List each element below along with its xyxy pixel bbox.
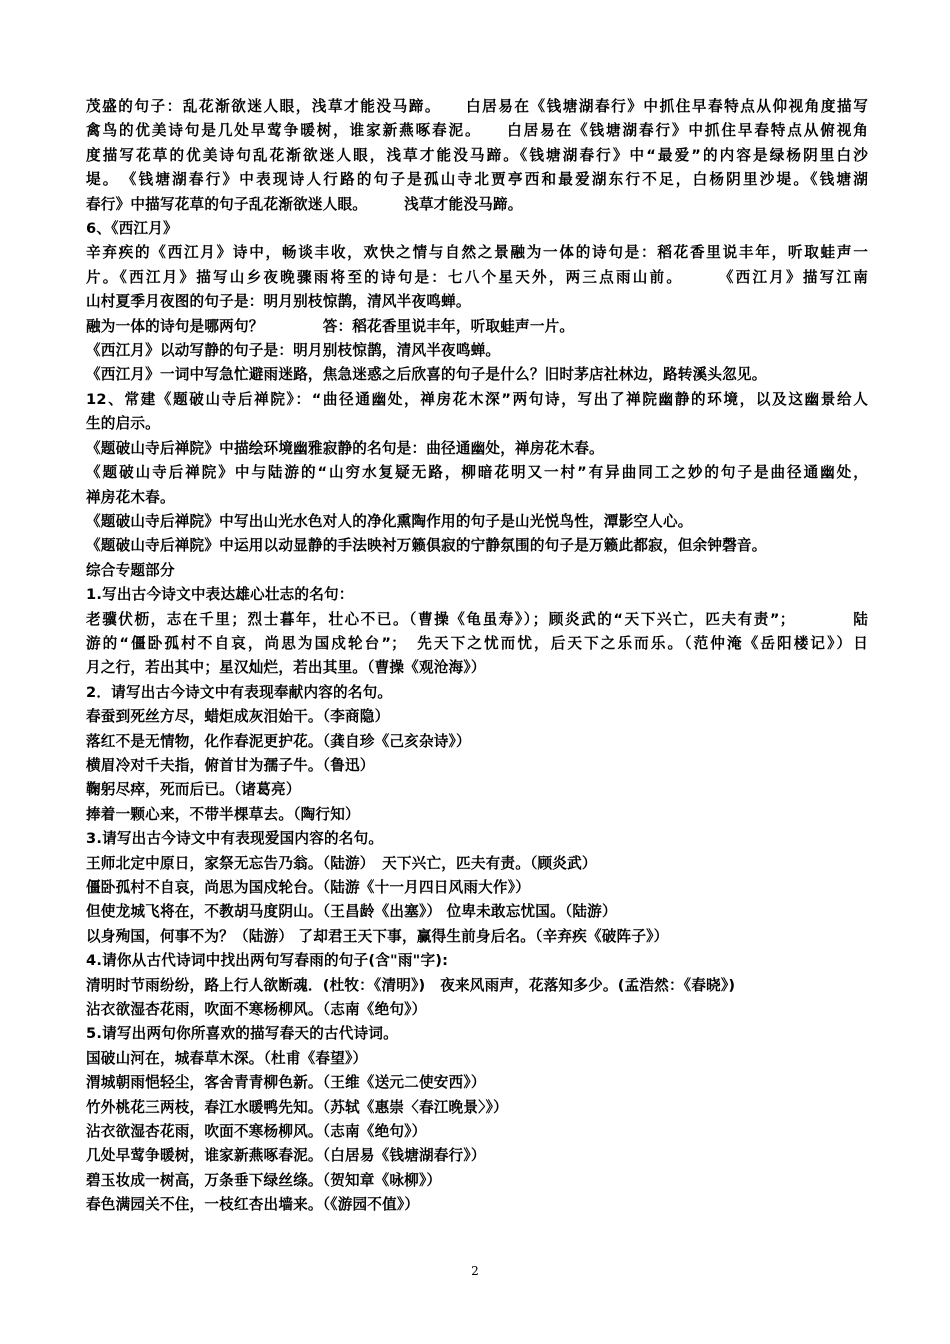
text-line: 12、常建《题破山寺后禅院》：“曲径通幽处，禅房花木深”两句诗，写出了禅院幽静的环境，以及这幽景给人 xyxy=(86,390,868,408)
text-line: 但使龙城飞将在，不教胡马度阴山。（王昌龄《出塞》） 位卑未敢忘忧国。（陆游） xyxy=(86,903,617,921)
question-heading: 3.请写出古今诗文中有表现爱国内容的名句。 xyxy=(86,830,384,848)
text-line: 沾衣欲湿杏花雨，吹面不寒杨柳风。（志南《绝句》） xyxy=(86,1123,427,1141)
text-line: 片。《西江月》描写山乡夜晚骤雨将至的诗句是：七八个星天外，两三点雨山前。 《西江月》描写江南 xyxy=(86,268,868,286)
text-line: 禅房花木春。 xyxy=(86,488,175,506)
text-line: 沾衣欲湿杏花雨，吹面不寒杨柳风。（志南《绝句》） xyxy=(86,1001,427,1019)
question-heading: 4.请你从古代诗词中找出两句写春雨的句子(含"雨"字): xyxy=(86,952,449,970)
text-line: 山村夏季月夜图的句子是：明月别枝惊鹊，清风半夜鸣蝉。 xyxy=(86,293,471,311)
page-number: 2 xyxy=(471,1264,479,1278)
text-line: 捧着一颗心来，不带半棵草去。（陶行知） xyxy=(86,805,360,823)
text-line: 《西江月》以动写静的句子是：明月别枝惊鹊，清风半夜鸣蝉。 xyxy=(86,342,501,360)
text-line: 以身殉国，何事不为？（陆游） 了却君王天下事，赢得生前身后名。（辛弃疾《破阵子》） xyxy=(86,927,669,945)
text-line: 清明时节雨纷纷，路上行人欲断魂．(杜牧：《清明》) 夜来风雨声，花落知多少。(孟浩然：《春晓》) xyxy=(86,976,736,994)
text-line: 《题破山寺后禅院》中描绘环境幽雅寂静的名句是：曲径通幽处，禅房花木春。 xyxy=(86,439,604,457)
text-line: 鞠躬尽瘁，死而后已。（诸葛亮） xyxy=(86,781,301,799)
text-line: 渭城朝雨悒轻尘，客舍青青柳色新。（王维《送元二使安西》） xyxy=(86,1074,486,1092)
question-heading: 2．请写出古今诗文中有表现奉献内容的名句。 xyxy=(86,683,393,701)
text-line: 茂盛的句子：乱花渐欲迷人眼，浅草才能没马蹄。 白居易在《钱塘湖春行》中抓住早春特点从仰视角度描写 xyxy=(86,98,868,115)
text-line: 几处早莺争暖树，谁家新燕啄春泥。（白居易《钱塘湖春行》） xyxy=(86,1147,486,1165)
text-line: 《西江月》一词中写急忙避雨迷路，焦急迷惑之后欣喜的句子是什么？旧时茅店社林边，路转溪头忽见。 xyxy=(86,366,767,384)
text-line: 辛弃疾的《西江月》诗中，畅谈丰收，欢快之情与自然之景融为一体的诗句是：稻花香里说丰年，听取蛙声一 xyxy=(86,244,868,262)
text-line: 春行》中描写花草的句子乱花渐欲迷人眼。 浅草才能没马蹄。 xyxy=(86,195,523,213)
question-heading: 5.请写出两句你所喜欢的描写春天的古代诗词。 xyxy=(86,1025,398,1043)
text-line: 《题破山寺后禅院》中写出山光水色对人的净化熏陶作用的句子是山光悦鸟性，潭影空人心。 xyxy=(86,512,693,530)
section-heading: 综合专题部分 xyxy=(86,561,175,579)
text-line: 生的启示。 xyxy=(86,415,160,433)
section-heading: 6、《西江月》 xyxy=(86,220,178,238)
text-line: 落红不是无情物，化作春泥更护花。（龚自珍《己亥杂诗》） xyxy=(86,732,471,750)
text-line: 度描写花草的优美诗句乱花渐欲迷人眼，浅草才能没马蹄。《钱塘湖春行》中“最爱”的内容是绿杨阴里白沙 xyxy=(86,146,868,164)
question-heading: 1.写出古今诗文中表达雄心壮志的名句： xyxy=(86,586,354,604)
text-line: 月之行，若出其中；星汉灿烂，若出其里。（曹操《观沧海》） xyxy=(86,659,486,677)
text-line: 《题破山寺后禅院》中运用以动显静的手法映衬万籁俱寂的宁静氛围的句子是万籁此都寂，但余钟磬音。 xyxy=(86,537,767,555)
document-body xyxy=(86,95,868,1218)
text-line: 《题破山寺后禅院》中与陆游的“山穷水复疑无路，柳暗花明又一村”有异曲同工之妙的句子是曲径通幽处， xyxy=(86,464,868,482)
text-line: 老骥伏枥，志在千里；烈士暮年，壮心不已。（曹操《龟虽寿》）；顾炎武的“天下兴亡，匹夫有责”； 陆 xyxy=(86,610,868,628)
text-line: 游的“僵卧孤村不自哀，尚思为国戍轮台”； 先天下之忧而忧，后天下之乐而乐。（范仲淹《岳阳楼记》）日 xyxy=(86,634,868,652)
text-line: 王师北定中原日，家祭无忘告乃翁。（陆游） 天下兴亡，匹夫有责。（顾炎武） xyxy=(86,854,597,872)
text-line: 碧玉妆成一树高，万条垂下绿丝绦。（贺知章《咏柳》） xyxy=(86,1171,442,1189)
text-line: 横眉冷对千夫指，俯首甘为孺子牛。（鲁迅） xyxy=(86,756,375,774)
text-line: 僵卧孤村不自哀，尚思为国戍轮台。（陆游《十一月四日风雨大作》） xyxy=(86,879,531,896)
text-line: 国破山河在，城春草木深。（杜甫《春望》） xyxy=(86,1049,368,1067)
text-line: 春色满园关不住，一枝红杏出墙来。（《游园不值》） xyxy=(86,1196,420,1214)
text-line: 堤。 《钱塘湖春行》中表现诗人行路的句子是孤山寺北贾亭西和最爱湖东行不足，白杨阴里沙堤。《钱塘湖 xyxy=(86,171,868,189)
text-line: 融为一体的诗句是哪两句？ 答：稻花香里说丰年，听取蛙声一片。 xyxy=(86,317,575,335)
text-line: 禽鸟的优美诗句是几处早莺争暖树，谁家新燕啄春泥。 白居易在《钱塘湖春行》中抓住早春特点从俯视角 xyxy=(86,122,868,140)
text-line: 竹外桃花三两枝，春江水暖鸭先知。（苏轼《惠崇〈春江晚景〉》） xyxy=(86,1098,508,1116)
text-line: 春蚕到死丝方尽，蜡炬成灰泪始干。（李商隐） xyxy=(86,708,390,726)
